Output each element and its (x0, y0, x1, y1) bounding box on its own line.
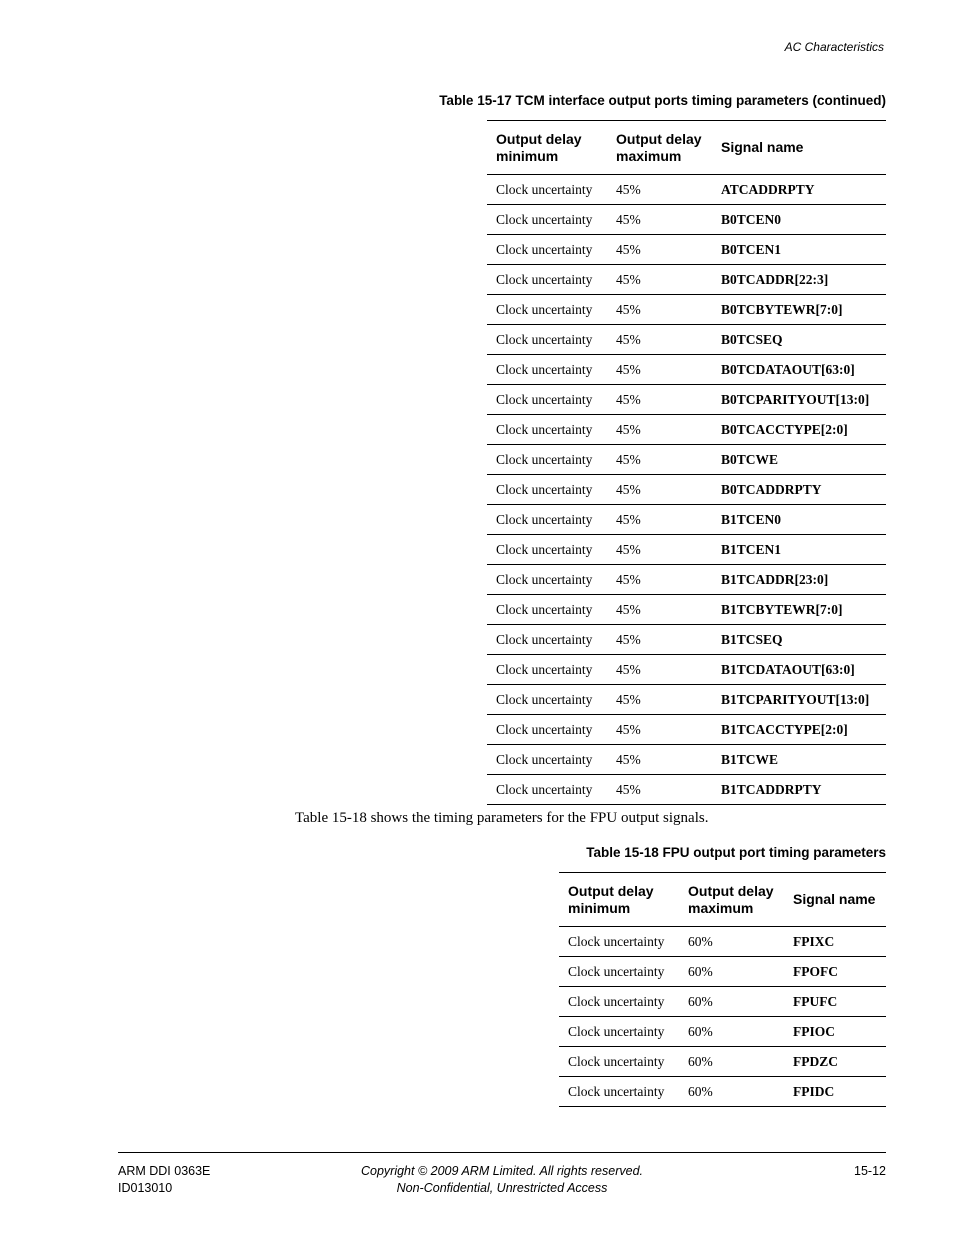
table-row (487, 415, 886, 445)
signal-name-cell: FPOFC (784, 957, 886, 987)
output-delay-max-cell: 45% (607, 235, 712, 265)
output-delay-max-cell: 45% (607, 355, 712, 385)
signal-name-cell: B0TCACCTYPE[2:0] (712, 415, 886, 445)
signal-name-cell: FPIOC (784, 1017, 886, 1047)
output-delay-max-cell: 45% (607, 475, 712, 505)
header-line: minimum (568, 899, 631, 916)
footer-legal (330, 1163, 674, 1197)
output-delay-min-cell: Clock uncertainty (487, 295, 607, 325)
signal-name-cell: B1TCDATAOUT[63:0] (712, 655, 886, 685)
signal-name-cell: B1TCEN0 (712, 505, 886, 535)
output-delay-min-cell: Clock uncertainty (487, 775, 607, 805)
signal-name-cell: B0TCBYTEWR[7:0] (712, 295, 886, 325)
output-delay-min-cell: Clock uncertainty (487, 355, 607, 385)
table-row (487, 475, 886, 505)
signal-name-cell: ATCADDRPTY (712, 175, 886, 205)
table-row (487, 325, 886, 355)
signal-name-cell: B0TCADDRPTY (712, 475, 886, 505)
table-row (487, 445, 886, 475)
signal-name-cell: B1TCSEQ (712, 625, 886, 655)
output-delay-min-cell: Clock uncertainty (487, 415, 607, 445)
output-delay-max-cell: 45% (607, 265, 712, 295)
output-delay-min-cell: Clock uncertainty (559, 927, 679, 957)
signal-name-cell: B0TCEN0 (712, 205, 886, 235)
output-delay-min-cell: Clock uncertainty (559, 957, 679, 987)
output-delay-max-cell: 45% (607, 565, 712, 595)
output-delay-max-cell: 45% (607, 715, 712, 745)
table-row (487, 595, 886, 625)
signal-name-cell: B1TCBYTEWR[7:0] (712, 595, 886, 625)
output-delay-max-cell: 45% (607, 685, 712, 715)
output-delay-min-cell: Clock uncertainty (487, 535, 607, 565)
output-delay-min-cell: Clock uncertainty (487, 715, 607, 745)
output-delay-max-cell: 45% (607, 745, 712, 775)
copyright-notice: Copyright © 2009 ARM Limited. All rights reserved. (360, 1164, 643, 1178)
table-caption: Table 15-18 FPU output port timing parameters (586, 845, 886, 860)
signal-name-cell: B1TCADDRPTY (712, 775, 886, 805)
table-row (487, 385, 886, 415)
output-delay-min-cell: Clock uncertainty (487, 655, 607, 685)
header-line: Output delay (496, 130, 582, 147)
document-id: ID013010 (118, 1181, 173, 1195)
table-row (487, 205, 886, 235)
signal-name-cell: FPDZC (784, 1047, 886, 1077)
table-row (487, 265, 886, 295)
output-delay-min-cell: Clock uncertainty (559, 987, 679, 1017)
table-row (487, 685, 886, 715)
output-delay-max-cell: 45% (607, 535, 712, 565)
output-delay-max-cell: 60% (679, 957, 784, 987)
column-header (607, 121, 712, 175)
table-row (487, 775, 886, 805)
signal-name-cell: FPIDC (784, 1077, 886, 1107)
output-delay-min-cell: Clock uncertainty (487, 235, 607, 265)
output-delay-min-cell: Clock uncertainty (559, 1077, 679, 1107)
column-header (487, 121, 607, 175)
signal-name-cell: B0TCDATAOUT[63:0] (712, 355, 886, 385)
table-row (487, 175, 886, 205)
table-row (559, 927, 886, 957)
output-delay-max-cell: 45% (607, 175, 712, 205)
table-row (559, 1017, 886, 1047)
output-delay-max-cell: 45% (607, 505, 712, 535)
table-header-row (487, 121, 886, 175)
output-delay-max-cell: 60% (679, 927, 784, 957)
signal-name-cell: B1TCPARITYOUT[13:0] (712, 685, 886, 715)
column-header: Signal name (784, 873, 886, 927)
output-delay-max-cell: 45% (607, 775, 712, 805)
table-row (487, 535, 886, 565)
header-line: Output delay (568, 882, 654, 899)
signal-name-cell: B1TCEN1 (712, 535, 886, 565)
output-delay-min-cell: Clock uncertainty (487, 205, 607, 235)
output-delay-min-cell: Clock uncertainty (487, 505, 607, 535)
output-delay-max-cell: 45% (607, 205, 712, 235)
fpu-timing-table (559, 872, 886, 1107)
body-paragraph: Table 15-18 shows the timing parameters for the FPU output signals. (295, 810, 709, 826)
output-delay-max-cell: 45% (607, 325, 712, 355)
output-delay-max-cell: 45% (607, 445, 712, 475)
table-row (487, 745, 886, 775)
table-header-row (559, 873, 886, 927)
signal-name-cell: FPIXC (784, 927, 886, 957)
table-body (559, 927, 886, 1107)
output-delay-min-cell: Clock uncertainty (559, 1017, 679, 1047)
signal-name-cell: B1TCWE (712, 745, 886, 775)
table-row (559, 1047, 886, 1077)
page-number: 15-12 (854, 1164, 886, 1178)
signal-name-cell: B0TCEN1 (712, 235, 886, 265)
output-delay-min-cell: Clock uncertainty (487, 385, 607, 415)
document-number: ARM DDI 0363E (118, 1164, 211, 1178)
output-delay-max-cell: 45% (607, 655, 712, 685)
table-row (487, 625, 886, 655)
output-delay-min-cell: Clock uncertainty (559, 1047, 679, 1077)
table-row (559, 1077, 886, 1107)
signal-name-cell: B0TCSEQ (712, 325, 886, 355)
output-delay-min-cell: Clock uncertainty (487, 175, 607, 205)
output-delay-min-cell: Clock uncertainty (487, 745, 607, 775)
output-delay-max-cell: 45% (607, 295, 712, 325)
tcm-timing-table (487, 120, 886, 805)
output-delay-max-cell: 45% (607, 385, 712, 415)
output-delay-max-cell: 45% (607, 625, 712, 655)
output-delay-min-cell: Clock uncertainty (487, 625, 607, 655)
signal-name-cell: B0TCWE (712, 445, 886, 475)
output-delay-max-cell: 60% (679, 1017, 784, 1047)
header-line: maximum (688, 899, 754, 916)
output-delay-min-cell: Clock uncertainty (487, 565, 607, 595)
table-row (487, 295, 886, 325)
output-delay-max-cell: 60% (679, 1077, 784, 1107)
output-delay-min-cell: Clock uncertainty (487, 445, 607, 475)
output-delay-min-cell: Clock uncertainty (487, 475, 607, 505)
table-row (487, 565, 886, 595)
table-row (559, 987, 886, 1017)
output-delay-min-cell: Clock uncertainty (487, 325, 607, 355)
output-delay-min-cell: Clock uncertainty (487, 265, 607, 295)
access-notice: Non-Confidential, Unrestricted Access (396, 1181, 608, 1195)
footer-doc-info (118, 1163, 210, 1197)
output-delay-max-cell: 45% (607, 415, 712, 445)
output-delay-max-cell: 60% (679, 1047, 784, 1077)
table-row (487, 505, 886, 535)
column-header (679, 873, 784, 927)
header-line: Output delay (616, 130, 702, 147)
signal-name-cell: B0TCADDR[22:3] (712, 265, 886, 295)
output-delay-max-cell: 60% (679, 987, 784, 1017)
table-caption: Table 15-17 TCM interface output ports timing parameters (continued) (439, 93, 886, 108)
table-row (487, 655, 886, 685)
header-line: minimum (496, 147, 559, 164)
table-row (487, 715, 886, 745)
table-row (487, 235, 886, 265)
header-line: maximum (616, 147, 682, 164)
column-header (559, 873, 679, 927)
footer-divider (118, 1152, 886, 1153)
table-row (559, 957, 886, 987)
signal-name-cell: B1TCACCTYPE[2:0] (712, 715, 886, 745)
signal-name-cell: B1TCADDR[23:0] (712, 565, 886, 595)
output-delay-max-cell: 45% (607, 595, 712, 625)
signal-name-cell: B0TCPARITYOUT[13:0] (712, 385, 886, 415)
table-body (487, 175, 886, 805)
column-header: Signal name (712, 121, 886, 175)
output-delay-min-cell: Clock uncertainty (487, 595, 607, 625)
header-line: Output delay (688, 882, 774, 899)
running-header: AC Characteristics (784, 40, 884, 54)
output-delay-min-cell: Clock uncertainty (487, 685, 607, 715)
table-row (487, 355, 886, 385)
signal-name-cell: FPUFC (784, 987, 886, 1017)
